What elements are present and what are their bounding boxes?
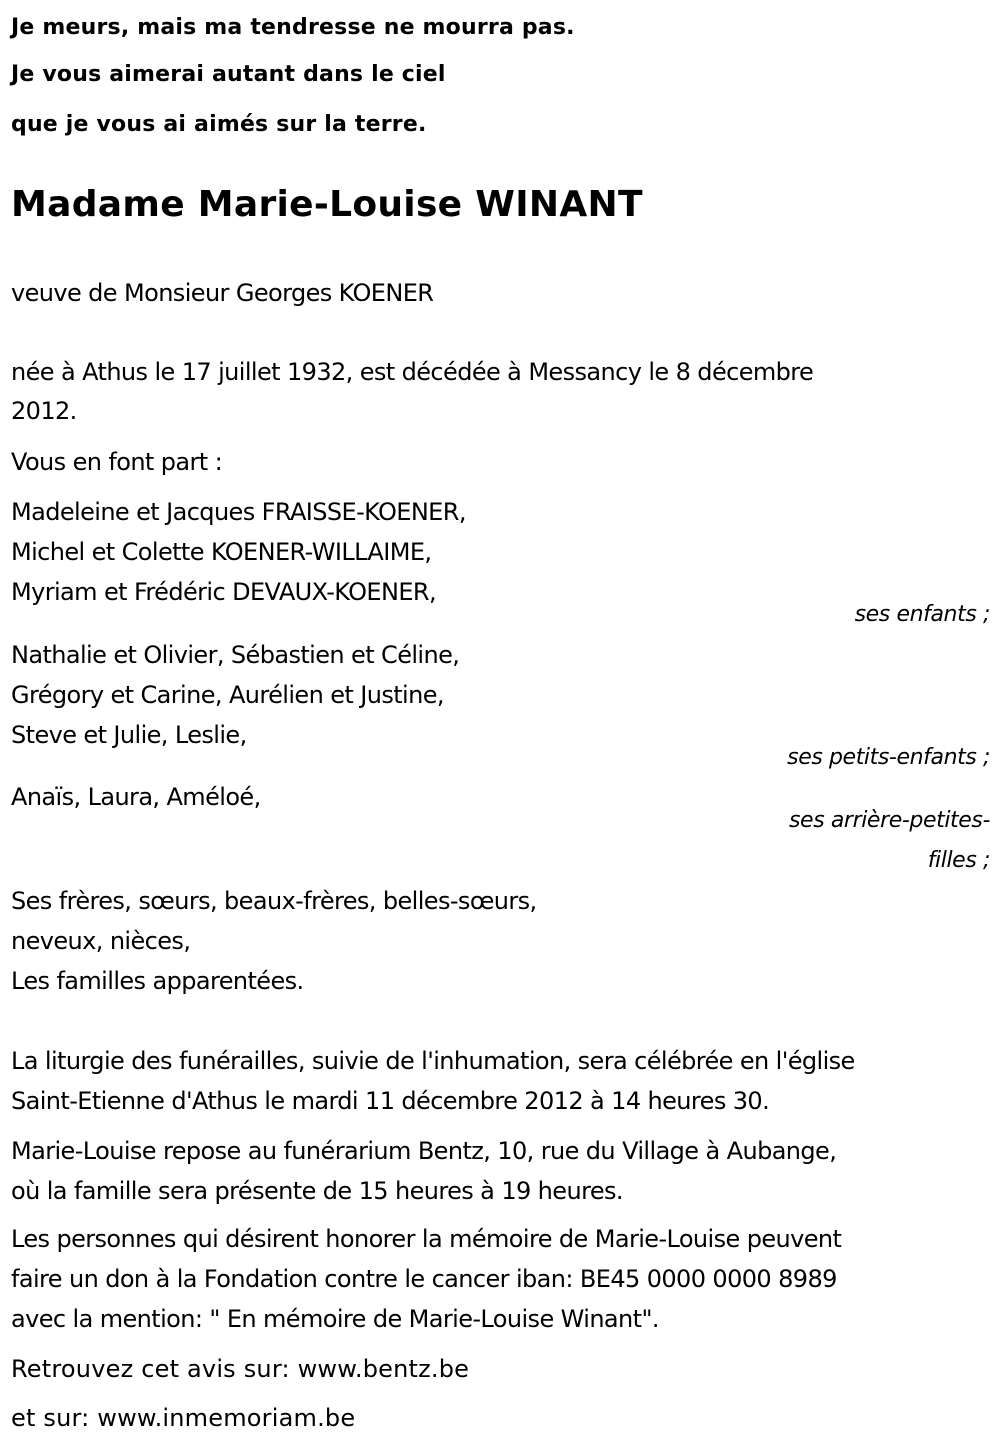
funeral-line-2: Saint-Etienne d'Athus le mardi 11 décembre 2012 à 14 heures 30. bbox=[11, 1087, 770, 1115]
children-relation: ses enfants ; bbox=[854, 602, 990, 627]
relatives-line: Ses frères, sœurs, beaux-frères, belles-sœurs, bbox=[11, 887, 537, 915]
donation-line-3: avec la mention: " En mémoire de Marie-Louise Winant". bbox=[11, 1305, 659, 1333]
visitation-line-2: où la famille sera présente de 15 heures à 19 heures. bbox=[11, 1177, 623, 1205]
inmemoriam-link[interactable]: et sur: www.inmemoriam.be bbox=[11, 1404, 356, 1432]
relatives-line: Les familles apparentées. bbox=[11, 967, 304, 995]
deceased-name: Madame Marie-Louise WINANT bbox=[11, 184, 643, 225]
grandchildren-relation: ses petits-enfants ; bbox=[787, 745, 990, 770]
great-grandchild-line: Anaïs, Laura, Améloé, bbox=[11, 783, 261, 811]
child-line: Myriam et Frédéric DEVAUX-KOENER, bbox=[11, 578, 437, 606]
bentz-link[interactable]: Retrouvez cet avis sur: www.bentz.be bbox=[11, 1355, 470, 1383]
child-line: Michel et Colette KOENER-WILLAIME, bbox=[11, 538, 432, 566]
epitaph-line-3: que je vous ai aimés sur la terre. bbox=[11, 112, 427, 137]
grandchild-line: Grégory et Carine, Aurélien et Justine, bbox=[11, 681, 444, 709]
birth-death-line-2: 2012. bbox=[11, 397, 77, 425]
relatives-line: neveux, nièces, bbox=[11, 927, 191, 955]
birth-death-line-1: née à Athus le 17 juillet 1932, est décédée à Messancy le 8 décembre bbox=[11, 358, 814, 386]
grandchild-line: Nathalie et Olivier, Sébastien et Céline, bbox=[11, 641, 460, 669]
funeral-line-1: La liturgie des funérailles, suivie de l'inhumation, sera célébrée en l'église bbox=[11, 1047, 855, 1075]
great-grandchildren-relation-line-1: ses arrière-petites- bbox=[789, 808, 990, 833]
epitaph-line-1: Je meurs, mais ma tendresse ne mourra pas. bbox=[11, 15, 575, 40]
child-line: Madeleine et Jacques FRAISSE-KOENER, bbox=[11, 498, 466, 526]
visitation-line-1: Marie-Louise repose au funérarium Bentz, 10, rue du Village à Aubange, bbox=[11, 1137, 837, 1165]
donation-line-2: faire un don à la Fondation contre le cancer iban: BE45 0000 0000 8989 bbox=[11, 1265, 837, 1293]
announcement-intro: Vous en font part : bbox=[11, 448, 223, 476]
epitaph-line-2: Je vous aimerai autant dans le ciel bbox=[11, 62, 446, 87]
donation-line-1: Les personnes qui désirent honorer la mémoire de Marie-Louise peuvent bbox=[11, 1225, 842, 1253]
spouse-line: veuve de Monsieur Georges KOENER bbox=[11, 279, 434, 307]
grandchild-line: Steve et Julie, Leslie, bbox=[11, 721, 247, 749]
great-grandchildren-relation-line-2: filles ; bbox=[927, 848, 990, 873]
